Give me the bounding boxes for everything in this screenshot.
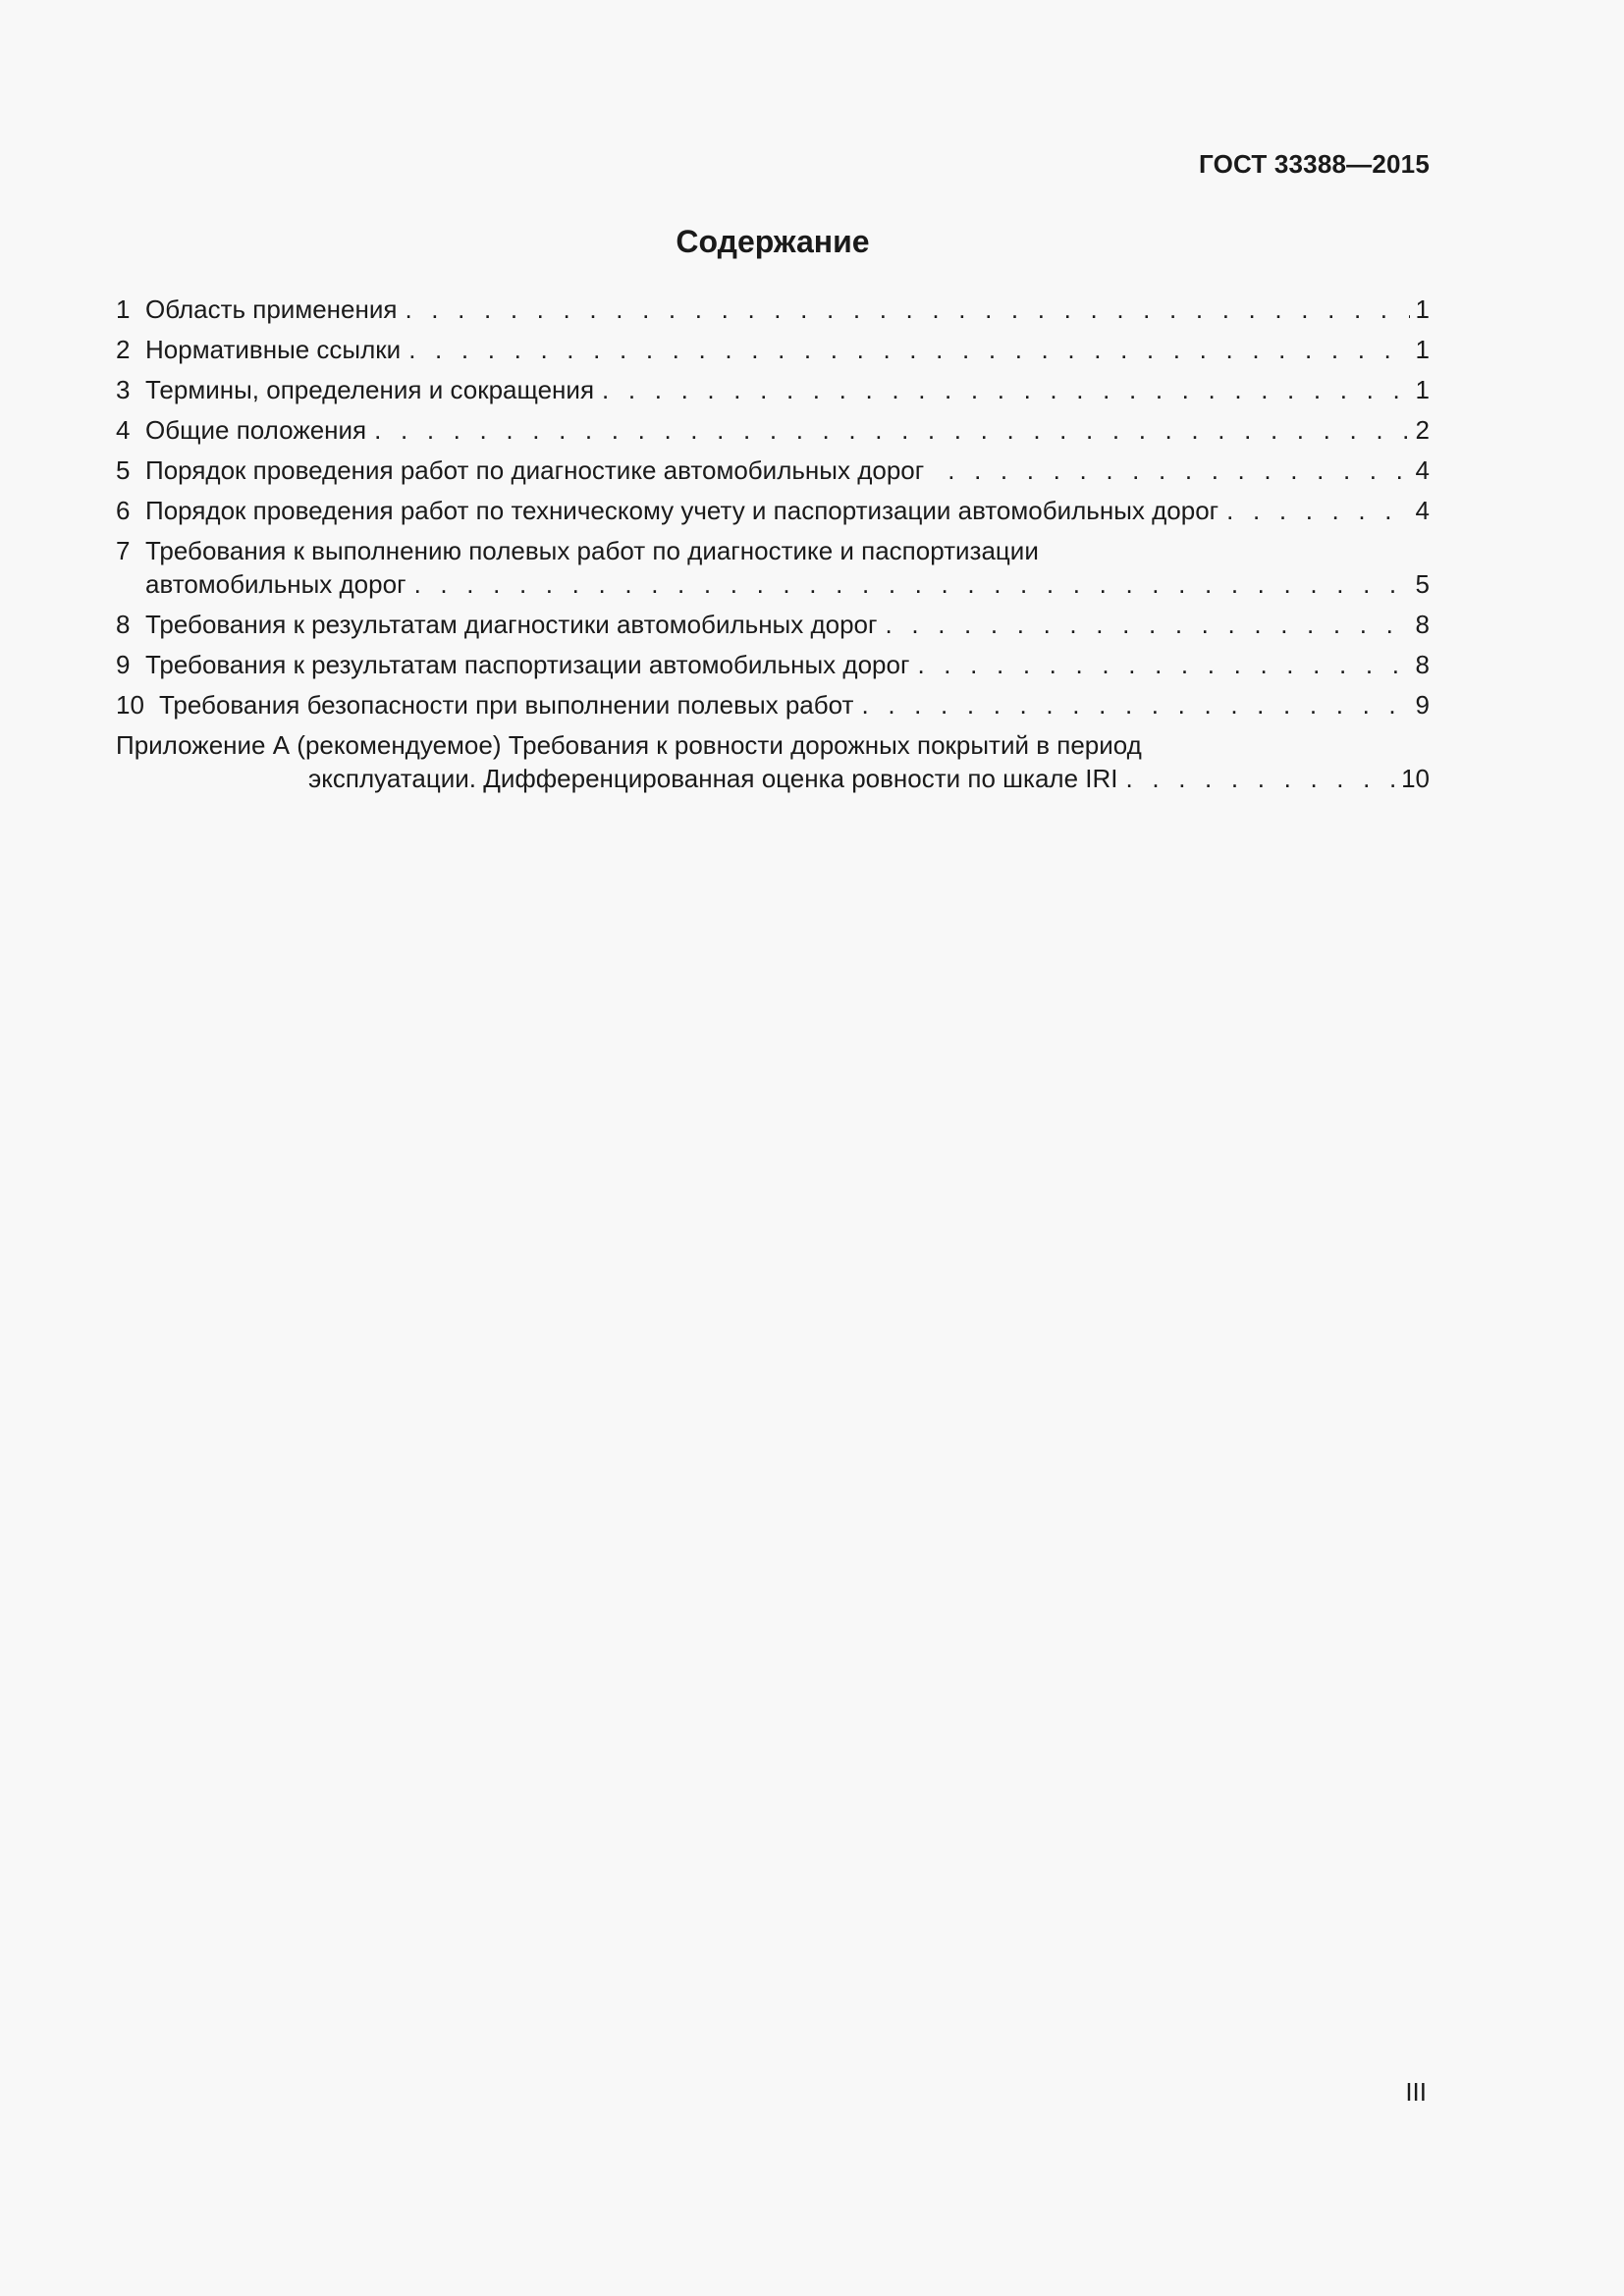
toc-entry-page: 2	[1415, 415, 1430, 445]
dot-leader	[886, 608, 1410, 641]
dot-leader	[414, 567, 1410, 601]
toc-entry-page: 10	[1401, 764, 1430, 793]
toc-entry-title: Термины, определения и сокращения	[145, 375, 595, 404]
toc-entry-appendix-a[interactable]	[116, 728, 1430, 795]
toc-entry-title: Общие положения	[145, 415, 367, 445]
toc-entry-page: 1	[1415, 294, 1430, 324]
toc-entry-title: Порядок проведения работ по диагностике автомобильных дорог	[145, 455, 925, 485]
toc-appendix-title-line1: Приложение А (рекомендуемое) Требования к ровности дорожных покрытий в период	[116, 730, 1142, 760]
toc-entry-page: 5	[1415, 569, 1430, 599]
toc-entry-page: 4	[1415, 496, 1430, 525]
toc-entry-title: Область применения	[145, 294, 398, 324]
toc-entry-number: 5	[116, 455, 131, 485]
toc-entry-page: 9	[1415, 690, 1430, 720]
toc-title: Содержание	[676, 224, 870, 259]
dot-leader	[1226, 494, 1409, 527]
table-of-contents	[116, 293, 1430, 802]
toc-entry-page: 8	[1415, 650, 1430, 679]
toc-entry-number: 6	[116, 496, 131, 525]
toc-entry-6[interactable]	[116, 494, 1430, 527]
toc-entry-title: Требования к результатам паспортизации автомобильных дорог	[145, 650, 910, 679]
toc-entry-8[interactable]	[116, 608, 1430, 641]
toc-entry-page: 1	[1415, 375, 1430, 404]
dot-leader	[408, 333, 1409, 366]
dot-leader	[374, 413, 1409, 447]
document-code: ГОСТ 33388—2015	[1199, 149, 1430, 179]
dot-leader	[405, 293, 1409, 326]
toc-entry-4[interactable]	[116, 413, 1430, 447]
toc-entry-number: 9	[116, 650, 131, 679]
toc-entry-9[interactable]	[116, 648, 1430, 681]
toc-entry-page: 8	[1415, 610, 1430, 639]
toc-entry-page: 4	[1415, 455, 1430, 485]
toc-entry-number: 4	[116, 415, 131, 445]
toc-entry-title-line2: автомобильных дорог	[145, 569, 406, 599]
toc-entry-1[interactable]	[116, 293, 1430, 326]
toc-entry-title: Порядок проведения работ по техническому учету и паспортизации автомобильных дорог	[145, 496, 1219, 525]
toc-entry-number: 7	[116, 536, 131, 565]
dot-leader	[861, 688, 1409, 721]
toc-entry-title-line1: Требования к выполнению полевых работ по диагностике и паспортизации	[145, 536, 1039, 565]
toc-entry-number: 3	[116, 375, 131, 404]
toc-entry-title: Требования безопасности при выполнении полевых работ	[159, 690, 854, 720]
toc-entry-title: Требования к результатам диагностики автомобильных дорог	[145, 610, 878, 639]
toc-entry-number: 1	[116, 294, 131, 324]
dot-leader	[917, 648, 1409, 681]
toc-entry-10[interactable]	[116, 688, 1430, 721]
toc-entry-number: 2	[116, 335, 131, 364]
toc-entry-5[interactable]	[116, 454, 1430, 487]
toc-entry-7[interactable]	[116, 534, 1430, 601]
toc-entry-number: 8	[116, 610, 131, 639]
toc-entry-3[interactable]	[116, 373, 1430, 406]
toc-entry-number: 10	[116, 690, 144, 720]
toc-entry-2[interactable]	[116, 333, 1430, 366]
toc-appendix-title-line2: эксплуатации. Дифференцированная оценка ровности по шкале IRI	[308, 764, 1118, 793]
dot-leader	[1126, 762, 1396, 795]
toc-entry-page: 1	[1415, 335, 1430, 364]
dot-leader	[947, 454, 1409, 487]
toc-entry-title: Нормативные ссылки	[145, 335, 402, 364]
dot-leader	[602, 373, 1410, 406]
page-number: III	[1405, 2077, 1427, 2107]
